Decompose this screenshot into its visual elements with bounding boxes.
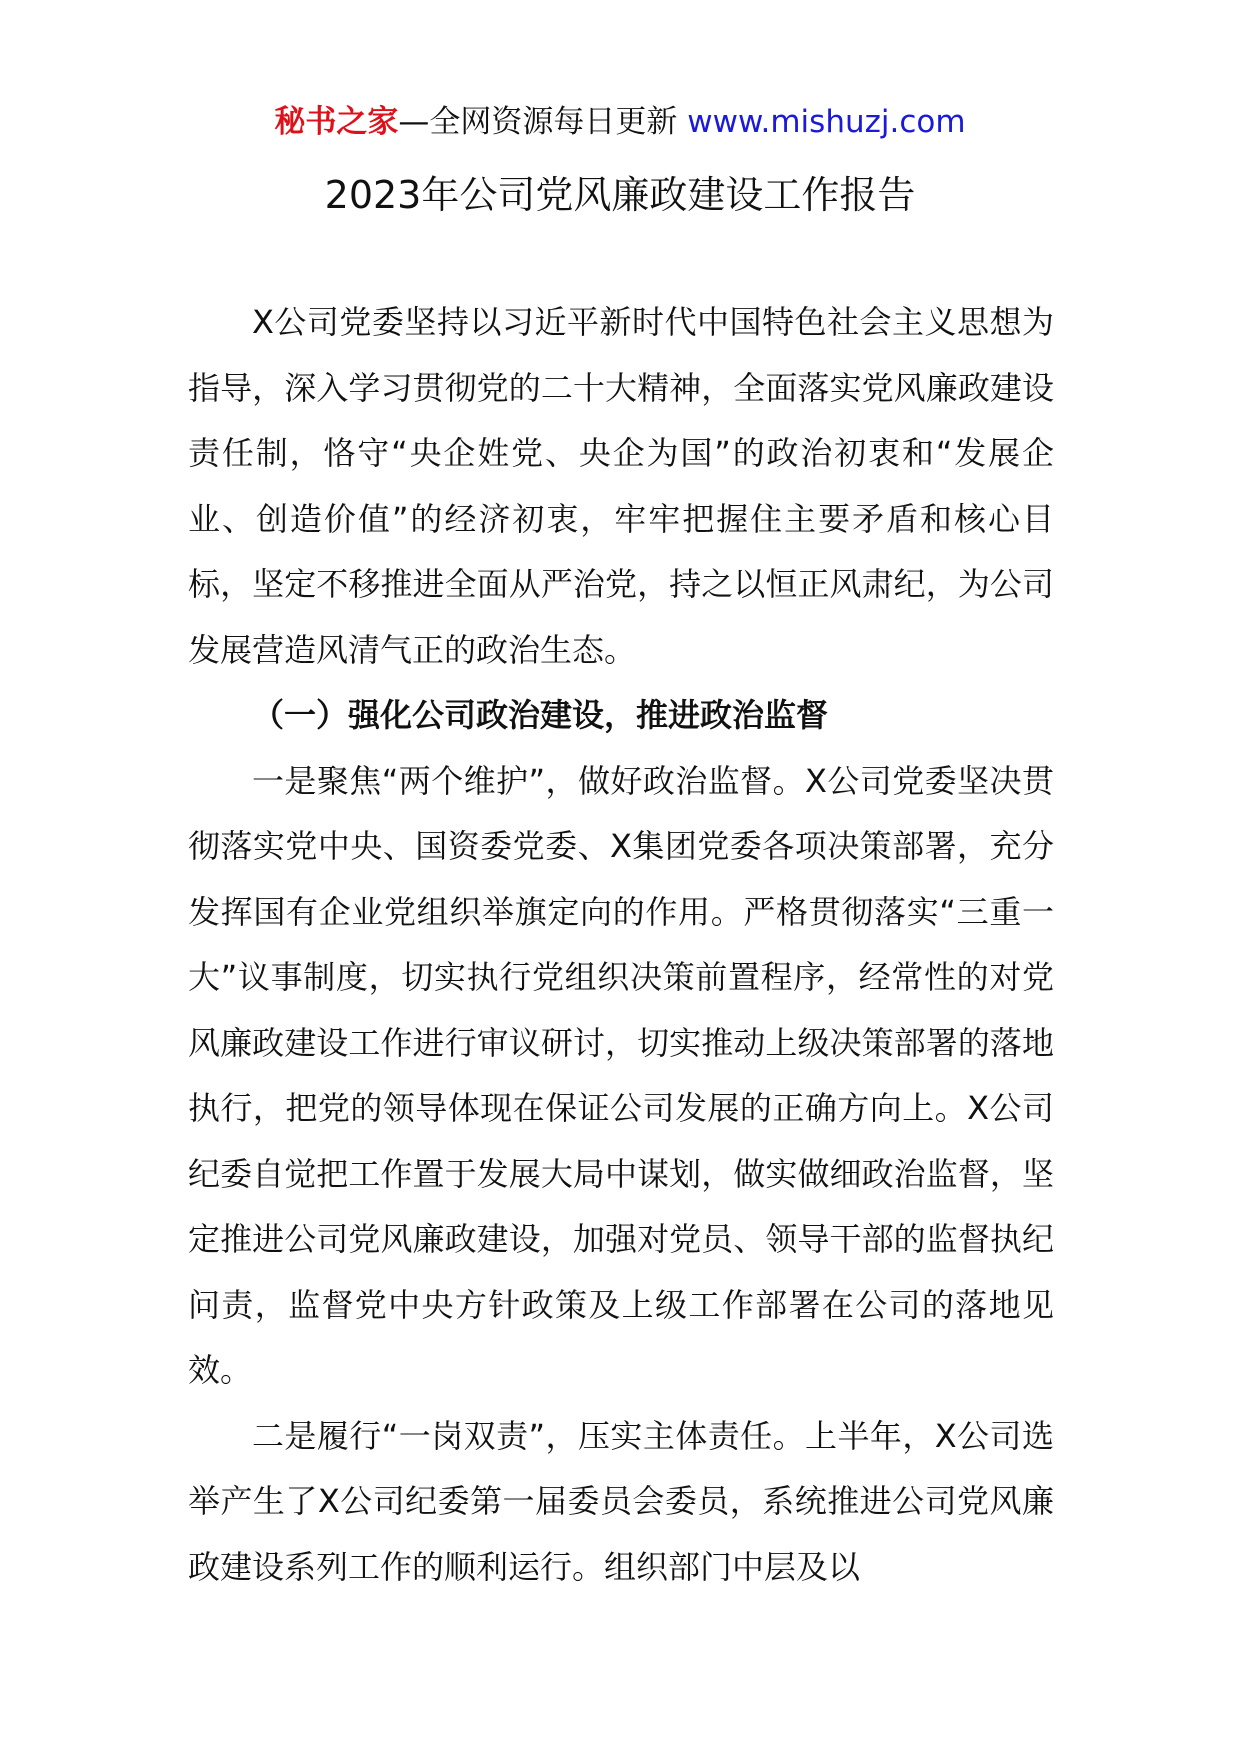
site-brand: 秘书之家 [274, 104, 399, 140]
section-heading-1: （一）强化公司政治建设，推进政治监督 [252, 696, 829, 734]
section-1-paragraph-2: 二是履行“一岗双责”，压实主体责任。上半年，X公司选举产生了X公司纪委第一届委员会委员，系统推进公司党风廉政建设系列工作的顺利运行。组织部门中层及以 [188, 1416, 1054, 1586]
site-header [0, 100, 1240, 144]
site-tagline: —全网资源每日更新 [398, 104, 678, 140]
section-1-paragraph-1: 一是聚焦“两个维护”，做好政治监督。X公司党委坚决贯彻落实党中央、国资委党委、X集团党委各项决策部署，充分发挥国有企业党组织举旗定向的作用。严格贯彻落实“三重一大”议事制度，切实执行党组织决策前置程序，经常性的对党风廉政建设工作进行审议研讨，切实推动上级决策部署的落地执行，把党的领导体现在保证公司发展的正确方向上。X公司纪委自觉把工作置于发展大局中谋划，做实做细政治监督，坚定推进公司党风廉政建设，加强对党员、领导干部的监督执纪问责，监督党中央方针政策及上级工作部署在公司的落地见效。 [188, 761, 1054, 1389]
intro-paragraph: X公司党委坚持以习近平新时代中国特色社会主义思想为指导，深入学习贯彻党的二十大精神，全面落实党风廉政建设责任制，恪守“央企姓党、央企为国”的政治初衷和“发展企业、创造价值”的经济初衷，牢牢把握住主要矛盾和核心目标，坚定不移推进全面从严治党，持之以恒正风肃纪，为公司发展营造风清气正的政治生态。 [188, 303, 1054, 669]
document-body [188, 290, 1054, 1600]
site-url-link[interactable]: www.mishuzj.com [687, 104, 966, 140]
document-title: 2023年公司党风廉政建设工作报告 [324, 173, 916, 217]
